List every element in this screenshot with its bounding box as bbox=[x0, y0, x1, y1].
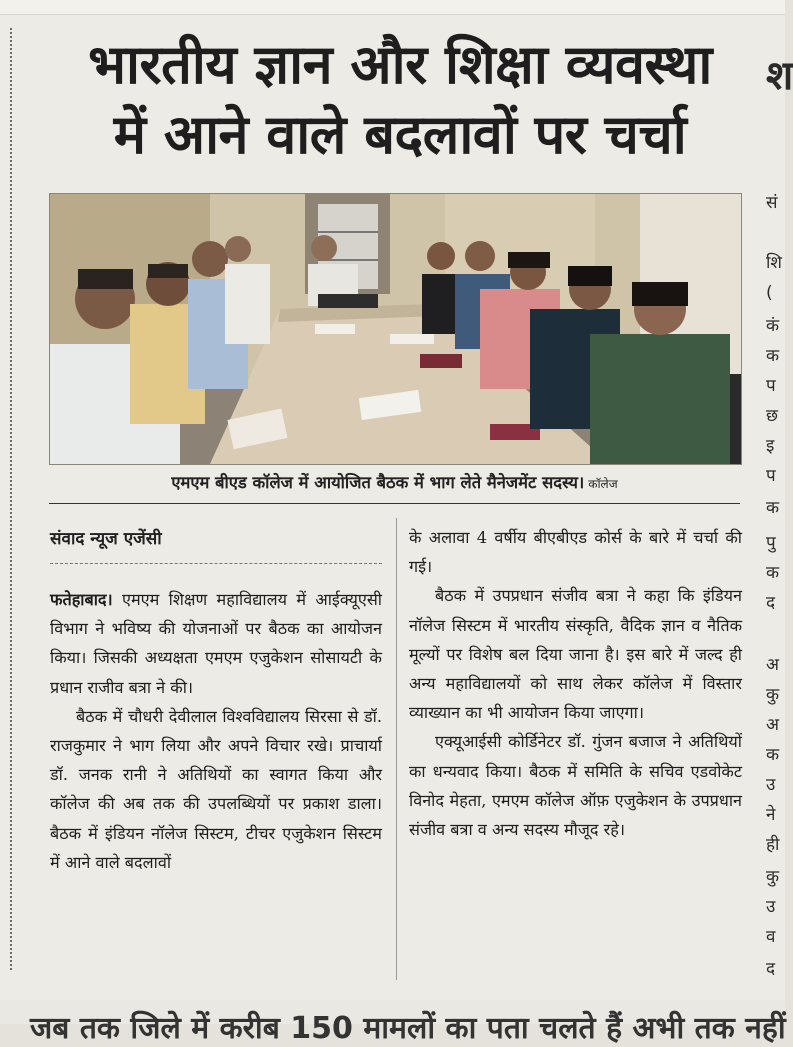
adjacent-char: शि bbox=[766, 253, 782, 273]
adjacent-char: क bbox=[766, 745, 780, 765]
adjacent-char: प bbox=[766, 466, 776, 486]
article-paragraph: के अलावा 4 वर्षीय बीएबीएड कोर्स के बारे में चर्चा की गई। bbox=[409, 528, 742, 577]
adjacent-char: कं bbox=[766, 316, 780, 336]
adjacent-char: व bbox=[766, 927, 776, 947]
adjacent-char: इ bbox=[766, 436, 775, 456]
left-dotted-cut-line bbox=[10, 28, 12, 970]
byline: संवाद न्यूज एजेंसी bbox=[50, 529, 162, 549]
dateline: फतेहाबाद। bbox=[50, 590, 113, 609]
article-paragraph: बैठक में उपप्रधान संजीव बत्रा ने कहा कि इंडियन नॉलेज सिस्टम में भारतीय संस्कृति, वैदिक ज्ञान व नैतिक मूल्यों पर विशेष बल दिया जाना है। इस बारे में जल्द ही अन्य महाविद्यालयों को साथ लेकर कॉलेज में विस्तार व्याख्यान का भी आयोजन किया जाएगा। bbox=[409, 586, 742, 723]
adjacent-char: प bbox=[766, 376, 776, 396]
article-paragraph bbox=[50, 585, 382, 702]
adjacent-char: ही bbox=[766, 835, 780, 855]
article-paragraph: एक्यूआईसी कोर्डिनेटर डॉ. गुंजन बजाज ने अतिथियों का धन्यवाद किया। बैठक में समिति के सचिव एडवोकेट विनोद मेहता, एमएम कॉलेज ऑफ़ एजुकेशन के उपप्रधान संजीव बत्रा व अन्य सदस्य मौजूद रहे। bbox=[409, 732, 742, 840]
adjacent-char: अ bbox=[766, 655, 779, 675]
next-headline-text: जब तक जिले में करीब 150 मामलों का पता चलते हैं अभी तक नहीं bbox=[30, 1011, 786, 1046]
article-paragraph: बैठक में चौधरी देवीलाल विश्वविद्यालय सिरसा से डॉ. राजकुमार ने भाग लिया और अपने विचार रखे। प्राचार्या डॉ. जनक रानी ने अतिथियों का स्वागत किया और कॉलेज की अब तक की उपलब्धियों पर प्रकाश डाला। बैठक में इंडियन नॉलेज सिस्टम, टीचर एजुकेशन सिस्टम में आने वाले बदलावों bbox=[50, 706, 382, 872]
adjacent-article-fragment bbox=[762, 0, 793, 1000]
top-margin-strip bbox=[0, 0, 785, 15]
article-headline bbox=[40, 30, 760, 170]
adjacent-char: छ bbox=[766, 406, 778, 426]
adjacent-char: ( bbox=[766, 283, 773, 303]
photo-credit: कॉलेज bbox=[588, 477, 618, 491]
adjacent-char: उ bbox=[766, 775, 776, 795]
adjacent-char: पु bbox=[766, 533, 776, 553]
article-column-left bbox=[50, 585, 382, 877]
headline-line-1: भारतीय ज्ञान और शिक्षा व्यवस्था bbox=[88, 33, 712, 96]
adjacent-char: सं bbox=[766, 193, 778, 213]
column-divider bbox=[396, 518, 397, 980]
adjacent-headline-char: श bbox=[766, 53, 793, 99]
photo-caption bbox=[49, 470, 740, 493]
meeting-photo bbox=[49, 193, 742, 465]
adjacent-char: क bbox=[766, 346, 780, 366]
adjacent-char: अ bbox=[766, 715, 779, 735]
byline-divider bbox=[50, 563, 382, 564]
adjacent-char: द bbox=[766, 593, 776, 613]
adjacent-char: कु bbox=[766, 685, 780, 705]
photo-caption-text: एमएम बीएड कॉलेज में आयोजित बैठक में भाग लेते मैनेजमेंट सदस्य। bbox=[171, 473, 585, 492]
adjacent-char: द bbox=[766, 959, 776, 979]
adjacent-char: उ bbox=[766, 897, 776, 917]
article-column-middle bbox=[409, 523, 742, 844]
adjacent-char: कु bbox=[766, 867, 780, 887]
adjacent-char: क bbox=[766, 563, 780, 583]
adjacent-char: ने bbox=[766, 805, 776, 825]
meeting-photo-illustration bbox=[50, 194, 741, 464]
headline-line-2: में आने वाले बदलावों पर चर्चा bbox=[113, 103, 687, 166]
next-headline-fragment bbox=[0, 1000, 786, 1046]
adjacent-char: क bbox=[766, 498, 780, 518]
paragraph-text: एमएम शिक्षण महाविद्यालय में आईक्यूएसी विभाग ने भविष्य की योजनाओं पर बैठक का आयोजन किया। जिसकी अध्यक्षता एमएम एजुकेशन सोसायटी के प्रधान राजीव बत्रा ने की। bbox=[50, 590, 382, 697]
caption-divider bbox=[49, 503, 740, 504]
